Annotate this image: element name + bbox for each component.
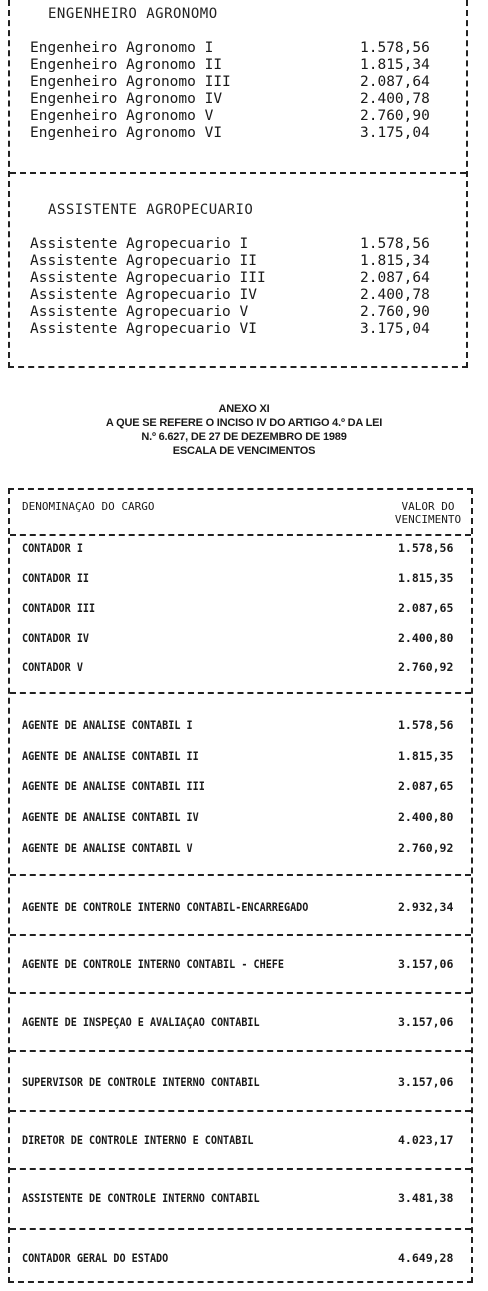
table-divider: [10, 692, 471, 694]
salary-table: [8, 488, 473, 1283]
table-row: ASSISTENTE DE CONTROLE INTERNO CONTABIL 3.481,38: [22, 1191, 454, 1205]
table-row: AGENTE DE ANALISE CONTABIL I 1.578,56: [22, 718, 454, 732]
column-header-cargo: DENOMINAÇAO DO CARGO: [22, 500, 155, 513]
table-row: DIRETOR DE CONTROLE INTERNO E CONTABIL 4.023,17: [22, 1133, 454, 1147]
list-item: Engenheiro Agronomo III 2.087,64: [30, 74, 430, 90]
table-row: AGENTE DE ANALISE CONTABIL III 2.087,65: [22, 779, 454, 793]
table-row: AGENTE DE CONTROLE INTERNO CONTABIL - CHEFE 3.157,06: [22, 957, 454, 971]
table-row: AGENTE DE ANALISE CONTABIL II 1.815,35: [22, 749, 454, 763]
table-divider: [10, 874, 471, 876]
list-item: Engenheiro Agronomo II 1.815,34: [30, 57, 430, 73]
table-divider: [10, 992, 471, 994]
annex-title: ANEXO XI: [218, 403, 270, 415]
career-scale-box: [8, 0, 468, 368]
table-divider: [10, 1168, 471, 1170]
section-title-assistente: ASSISTENTE AGROPECUARIO: [48, 202, 254, 218]
list-item: Assistente Agropecuario VI 3.175,04: [30, 321, 430, 337]
table-row: AGENTE DE INSPEÇAO E AVALIAÇAO CONTABIL 3.157,06: [22, 1015, 454, 1029]
table-row: CONTADOR GERAL DO ESTADO 4.649,28: [22, 1251, 454, 1265]
column-header-valor: VALOR DO VENCIMENTO: [394, 500, 462, 526]
list-item: Assistente Agropecuario I 1.578,56: [30, 236, 430, 252]
table-row: CONTADOR IV 2.400,80: [22, 631, 454, 645]
list-item: Assistente Agropecuario III 2.087,64: [30, 270, 430, 286]
list-item: Assistente Agropecuario II 1.815,34: [30, 253, 430, 269]
section-title-engenheiro: ENGENHEIRO AGRONOMO: [48, 6, 218, 22]
table-row: CONTADOR I 1.578,56: [22, 541, 454, 555]
table-row: AGENTE DE ANALISE CONTABIL V 2.760,92: [22, 841, 454, 855]
table-row: CONTADOR II 1.815,35: [22, 571, 454, 585]
table-divider: [10, 534, 471, 536]
list-item: Engenheiro Agronomo I 1.578,56: [30, 40, 430, 56]
list-item: Engenheiro Agronomo VI 3.175,04: [30, 125, 430, 141]
table-row: SUPERVISOR DE CONTROLE INTERNO CONTABIL 3.157,06: [22, 1075, 454, 1089]
table-divider: [10, 1050, 471, 1052]
list-item: Assistente Agropecuario V 2.760,90: [30, 304, 430, 320]
annex-law: N.º 6.627, DE 27 DE DEZEMBRO DE 1989: [141, 431, 347, 443]
table-divider: [10, 934, 471, 936]
table-divider: [10, 1228, 471, 1230]
section-divider: [10, 172, 466, 174]
table-row: AGENTE DE ANALISE CONTABIL IV 2.400,80: [22, 810, 454, 824]
list-item: Assistente Agropecuario IV 2.400,78: [30, 287, 430, 303]
table-divider: [10, 1110, 471, 1112]
list-item: Engenheiro Agronomo V 2.760,90: [30, 108, 430, 124]
annex-subtitle: ESCALA DE VENCIMENTOS: [172, 445, 316, 457]
list-item: Engenheiro Agronomo IV 2.400,78: [30, 91, 430, 107]
table-row: CONTADOR V 2.760,92: [22, 660, 454, 674]
table-row: AGENTE DE CONTROLE INTERNO CONTABIL-ENCARREGADO 2.932,34: [22, 900, 454, 914]
annex-reference: A QUE SE REFERE O INCISO IV DO ARTIGO 4.º DA LEI: [105, 417, 383, 429]
table-row: CONTADOR III 2.087,65: [22, 601, 454, 615]
